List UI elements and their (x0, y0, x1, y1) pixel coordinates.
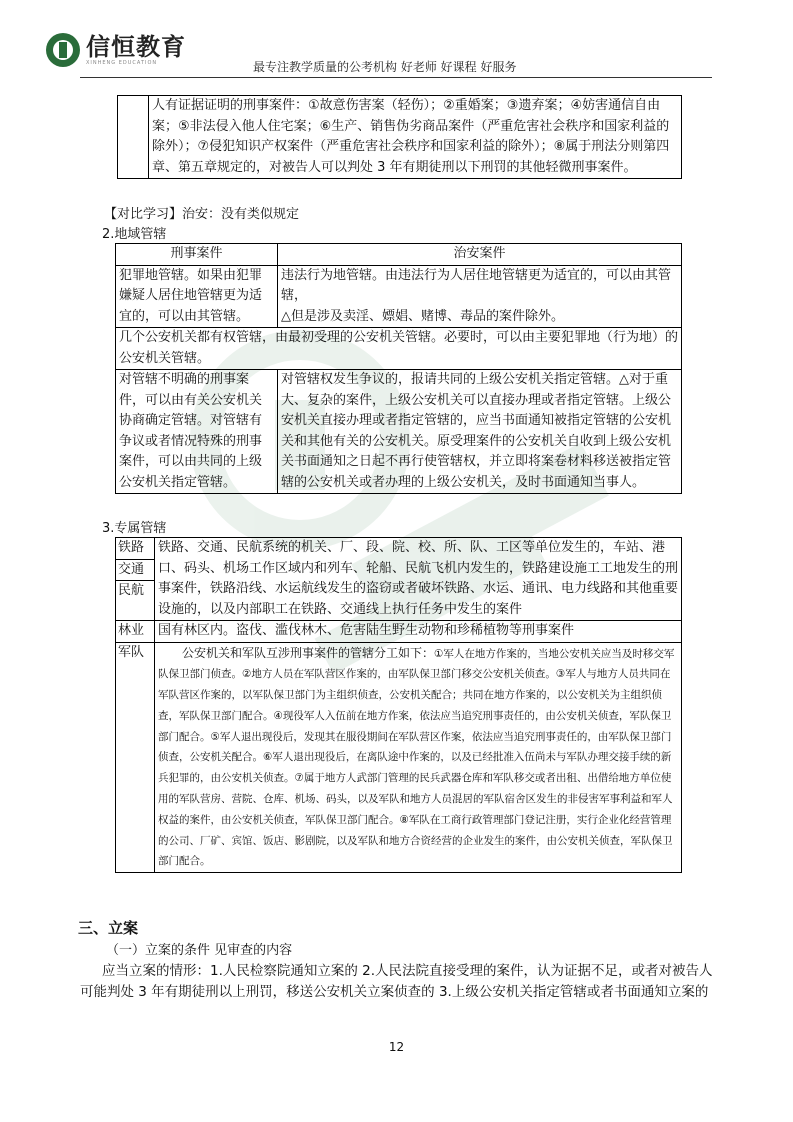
label-traffic: 交通 (116, 560, 154, 582)
col-security-header: 治安案件 (278, 244, 682, 266)
special-jurisdiction-table (115, 537, 682, 873)
label-rail: 铁路 (116, 538, 154, 560)
transport-jurisdiction-text: 铁路、交通、民航系统的机关、厂、段、院、校、所、队、工区等单位发生的，车站、港口、码头、机场工作区域内和列车、轮船、民航飞机内发生的，铁路建设施工工地发生的刑事案件，铁路沿线、水运航线发生的盗窃或者破坏铁路、水运、通讯、电力线路和其他重要设施的，以及内部职工在铁路、交通线上执行任务中发生的案件 (155, 538, 682, 621)
army-jurisdiction-text: ①军人在地方作案的，当地公安机关应当及时移交军队保卫部门侦查。②地方人员在军队营区作案的，由军队保卫部门移交公安机关侦查。③军人与地方人员共同在军队营区作案的，以军队保卫部门为主组织侦查，公安机关配合；共同在地方作案的，以公安机关为主组织侦查，军队保卫部门配合。④现役军人入伍前在地方作案，依法应当追究刑事责任的，由公安机关侦查，军队保卫部门配合。⑤军人退出现役后，发现其在服役期间在军队营区作案，依法应当追究刑事责任的，由军队保卫部门侦查，公安机关配合。⑥军人退出现役后，在离队途中作案的，以及已经批准入伍尚未与军队办理交接手续的新兵犯罪的，由公安机关侦查。⑦属于地方人武部门管理的民兵武器仓库和军队移交或者出租、出借给地方单位使用的军队营房、营院、仓库、机场、码头，以及军队和地方人员混居的军队宿舍区发生的非侵害军事利益和军人权益的案件，由公安机关侦查，军队保卫部门配合。⑧军队在工商行政管理部门登记注册，实行企业化经营管理的公司、厂矿、宾馆、饭店、影剧院，以及军队和地方合资经营的企业发生的案件，由公安机关侦查，军队保卫部门配合。 (158, 647, 675, 868)
filing-sub-heading: （一）立案的条件 见审查的内容 (106, 943, 293, 958)
territorial-jurisdiction-table (115, 243, 682, 494)
territorial-heading: 2.地域管辖 (102, 227, 167, 242)
case-list-continuation-table (117, 95, 682, 179)
page-number: 12 (388, 1040, 405, 1054)
security-place-rule-main: 违法行为地管辖。由违法行为人居住地管辖更为适宜的，可以由其管辖， (281, 267, 672, 303)
army-jurisdiction-cell (155, 642, 682, 873)
logo-subtext: XINHENG EDUCATION (86, 59, 158, 66)
special-heading: 3.专属管辖 (102, 521, 167, 536)
logo-emblem-icon (46, 33, 80, 67)
security-place-rule-exception: △但是涉及卖淫、嫖娼、赌博、毒品的案件除外。 (281, 308, 564, 324)
security-place-rule (278, 265, 682, 328)
criminal-place-rule: 犯罪地管辖。如果由犯罪嫌疑人居住地管辖更为适宜的，可以由其管辖。 (116, 265, 278, 328)
header-tagline: 最专注教学质量的公考机构 好老师 好课程 好服务 (253, 60, 517, 74)
brand-logo (46, 31, 186, 69)
header-divider (80, 77, 712, 78)
logo-text: 信恒教育 (86, 32, 186, 61)
label-aviation: 民航 (118, 583, 145, 598)
shared-jurisdiction-rule: 几个公安机关都有权管辖，由最初受理的公安机关管辖。必要时，可以由主要犯罪地（行为地）的公安机关管辖。 (116, 328, 682, 370)
filing-heading: 三、立案 (78, 919, 139, 937)
filing-paragraph: 应当立案的情形：1.人民检察院通知立案的 2.人民法院直接受理的案件，认为证据不足，或者对被告人可能判处 3 年有期徒刑以上刑罚，移送公安机关立案侦查的 3.上级公安机关指定管辖或者书面通知立案的 (80, 963, 713, 1000)
label-army: 军队 (116, 642, 155, 873)
col-criminal-header: 刑事案件 (116, 244, 278, 266)
criminal-dispute-rule: 对管辖不明确的刑事案件，可以由有关公安机关协商确定管辖。对管辖有争议或者情况特殊的刑事案件，可以由共同的上级公安机关指定管辖。 (116, 370, 278, 494)
army-lead-text: 公安机关和军队互涉刑事案件的管辖分工如下： (182, 645, 435, 660)
forest-jurisdiction-text: 国有林区内。盗伐、滥伐林木、危害陆生野生动物和珍稀植物等刑事案件 (155, 621, 682, 643)
private-prosecution-cases-text: 人有证据证明的刑事案件：①故意伤害案（轻伤）；②重婚案；③遗弃案；④妨害通信自由案；⑤非法侵入他人住宅案；⑥生产、销售伪劣商品案件（严重危害社会秩序和国家利益的除外）；⑦侵犯知识产权案件（严重危害社会秩序和国家利益的除外）；⑧属于刑法分则第四章、第五章规定的，对被告人可以判处 3 年有期徒刑以下刑罚的其他轻微刑事案件。 (149, 96, 682, 179)
security-dispute-rule: 对管辖权发生争议的，报请共同的上级公安机关指定管辖。△对于重大、复杂的案件，上级公安机关可以直接办理或者指定管辖。上级公安机关直接办理或者指定管辖的，应当书面通知被指定管辖的公安机关和其他有关的公安机关。原受理案件的公安机关自收到上级公安机关书面通知之日起不再行使管辖权，并立即将案卷材料移送被指定管辖的公安机关或者办理的上级公安机关，及时书面通知当事人。 (278, 370, 682, 494)
transport-labels (116, 538, 155, 621)
label-forest: 林业 (116, 621, 155, 643)
compare-note: 【对比学习】治安：没有类似规定 (104, 207, 300, 222)
